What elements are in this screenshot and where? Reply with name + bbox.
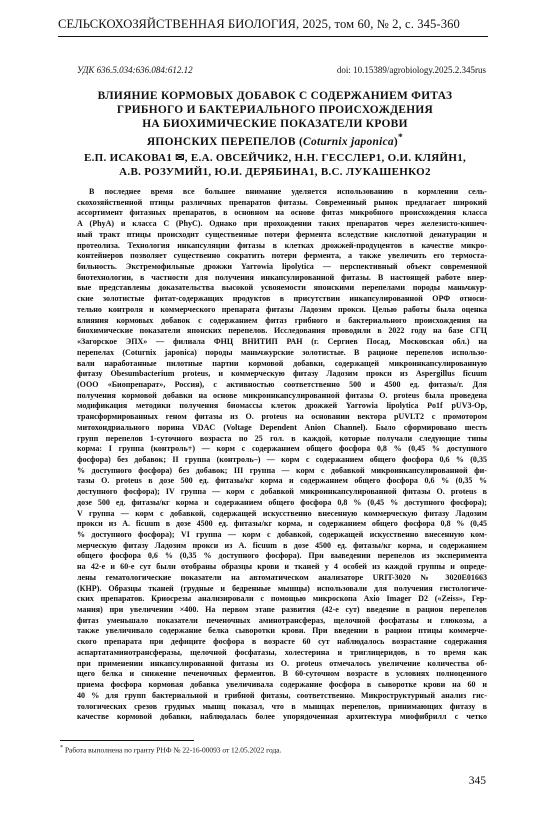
footnote-rule <box>60 740 194 741</box>
abstract-line: корма: I группа (контроль+) — корм с содержанием общего фосфора 0,8 % (0,45 % доступного <box>77 444 487 454</box>
abstract-line: биохимические показатели японских перепелов. Исследования проводили в 2022 году на базе СГЦ <box>77 326 487 336</box>
abstract-line: при применении инкапсулированной фитазы из O. proteus отмечалось увеличение количества об- <box>77 658 487 668</box>
abstract-line: скохозяйственной птицы различных препаратов фитазы. Современный рынок предлагает широкий <box>77 197 487 207</box>
abstract-line: прокси из A. ficuum в дозе 4500 ед. фитазы/кг корма, и содержанием общего фосфора 0,8 % (0,45 <box>77 519 487 529</box>
abstract-line: модификация методики получения биомассы клеток дрожжей Yarrowia lipolytica Po1f pUV3-Op, <box>77 401 487 411</box>
footnote-marker: * <box>60 745 64 751</box>
abstract-line: вали наработанные пилотные партии кормовой добавки, содержащей микроинкапсулированную <box>77 358 487 368</box>
abstract-line: А (PhyA) и класса С (PhyC). Однако при прохождении таких препаратов через железисто-кишеч- <box>77 219 487 229</box>
abstract-line: лены гематологические показатели на автоматическом анализаторе URIT-3020 № 3020Е01663 <box>77 572 487 582</box>
abstract-line: контейнеров позволяет существенно сократить потери фермента, а также увеличить его термоста- <box>77 251 487 261</box>
abstract-line: тазы O. proteus в дозе 500 ед. фитазы/кг корма и содержанием общего фосфора 0,6 % (0,35 % <box>77 476 487 486</box>
abstract-line: «Загорское ЭПХ» — филиала ФНЦ ВНИТИП РАН (г. Сергиев Посад, Московская обл.) на <box>77 337 487 347</box>
header-rule <box>58 36 488 37</box>
abstract-line: биотехнологии, в частности для получения инкапсулированной фитазы. В настоящей работе впер- <box>77 272 487 282</box>
abstract-line: приема фосфора кормовая добавка увеличивала содержание фосфора в сыворотке крови на 60 и <box>77 680 487 690</box>
abstract-line: щего белка и снижение печеночных ферментов. В 60-суточном возрасте в условиях полноценного <box>77 669 487 679</box>
page-number: 345 <box>468 775 486 787</box>
abstract-line: качестве кормовой добавки, наблюдалась более упорядоченная архитектура миофибрилл с четко <box>77 712 487 722</box>
title-species: Coturnix japonica <box>303 135 394 148</box>
abstract-line: ские золотистые фитат-содержащих продуктов в присутствии инкапсулированной ОРФ относи- <box>77 294 487 304</box>
abstract-line: 40 % для групп бактериальной и грибной фитазы, соответственно. Микроструктурный анализ гис- <box>77 690 487 700</box>
title-line: ВЛИЯНИЕ КОРМОВЫХ ДОБАВОК С СОДЕРЖАНИЕМ ФИТАЗ <box>97 90 453 102</box>
abstract-line: перепелах (Coturnix japonica) породы маньчжурские золотистые. В рационе перепелов использо- <box>77 347 487 357</box>
authors-line: Е.П. ИСАКОВА1 ✉, Е.А. ОВСЕЙЧИК2, Н.Н. ГЕССЛЕР1, О.И. КЛЯЙН1, <box>83 152 467 164</box>
abstract-line: общего фосфора 0,6 % (0,35 % доступного фосфора). При выведении перепелов из эксперимента <box>77 551 487 561</box>
abstract-line: групп перепелов 1-суточного возраста по 25 гол. в каждой, которые получали следующие типы <box>77 433 487 443</box>
title-text: ) <box>393 135 399 148</box>
abstract-line: (КНР). Образцы тканей (грудные и бедренные мышцы) использовали для получения гистологиче- <box>77 583 487 593</box>
abstract-line: бильность. Экстремофильные дрожжи Yarrowia lipolytica — перспективный объект современной <box>77 262 487 272</box>
authors-line: А.В. РОЗУМИЙ1, Ю.И. ДЕРЯБИНА1, В.С. ЛУКАШЕНКО2 <box>119 166 431 178</box>
abstract-line: митохондриального порина VDAC (Voltage Dependent Anion Channel). Было сформировано шесть <box>77 422 487 432</box>
abstract-line: (ООО «Биопрепарат», Россия), с активностью соответственно 500 и 4500 ед. фитазы/г. Для <box>77 379 487 389</box>
abstract-line: мания) при увеличении ×400. На первом этапе развития (42-е сут) введение в рацион перепелов <box>77 605 487 615</box>
abstract-line: ских препаратов. Криосрезы анализировали с помощью микроскопа Axio Imager D2 («Zeiss», Гер- <box>77 594 487 604</box>
abstract-line: фосфора) без добавок; II группа (контроль–) — корм с содержанием общего фосфора 0,6 % (0,35 <box>77 454 487 464</box>
running-head: СЕЛЬСКОХОЗЯЙСТВЕННАЯ БИОЛОГИЯ, 2025, том 60, № 2, с. 345-360 <box>58 17 460 31</box>
abstract-line: дозе 500 ед. фитазы/кг корма и содержанием общего фосфора 0,8 % (0,45 % доступного фосфора); <box>77 497 487 507</box>
abstract-line: В последнее время все большее внимание уделяется использованию в кормлении сель- <box>89 187 487 196</box>
abstract-line: тологических срезов грудных мышц показал, что в мышцах перепелов, принимающих фитазу в <box>77 701 487 711</box>
abstract-line: на 42-е и 60-е сут были отобраны образцы крови и тканей у 4 особей из каждой группы и опреде- <box>77 562 487 572</box>
title-line <box>60 131 490 149</box>
abstract-line: влияния кормовых добавок с содержанием фитаз грибного и бактериального происхождения на <box>77 315 487 325</box>
abstract-line: ассортимент фитазных препаратов, в основном на основе фитаз микробного происхождения класса <box>77 208 487 218</box>
author-list <box>60 151 490 179</box>
abstract-line: протеолиза. Технология инкапсуляции фитазы в клетках дрожжей-продуцентов в качестве микро- <box>77 240 487 250</box>
abstract-line: фитаз уменьшало показатели печеночных аминотрансфераз, щелочной фосфатазы и глюкозы, а <box>77 615 487 625</box>
doi-link[interactable]: doi: 10.15389/agrobiology.2025.2.345rus <box>336 65 486 75</box>
title-line: ГРИБНОГО И БАКТЕРИАЛЬНОГО ПРОИСХОЖДЕНИЯ <box>116 104 434 116</box>
abstract-line: ского препарата при дефиците фосфора в возрасте 60 сут наблюдалось возрастание содержания <box>77 637 487 647</box>
abstract-line: ный тракт птицы происходит существенные потери фермента вследствие кислотной денатурации и <box>77 229 487 239</box>
abstract-line: также увеличивало содержание белка сыворотки крови. При введении в рацион птицы коммерче- <box>77 626 487 636</box>
article-title <box>60 89 490 149</box>
title-line: НА БИОХИМИЧЕСКИЕ ПОКАЗАТЕЛИ КРОВИ <box>142 118 408 130</box>
abstract-line: доступного фосфора); IV группа — корм с добавкой микроинкапсулированной фитазы O. proteus в <box>77 487 487 497</box>
abstract-line: аспартатаминотрансферазы, щелочной фосфатазы, холестерина и триглицеридов, в то время как <box>77 647 487 657</box>
footnote-text: Работа выполнена по гранту РНФ № 22-16-00093 от 12.05.2022 года. <box>64 745 282 755</box>
abstract <box>77 187 487 723</box>
udk-code: УДК 636.5.034:636.084:612.12 <box>77 65 193 75</box>
abstract-line: % доступного фосфора) без добавок; III группа — корм с добавкой микроинкапсулированной фи- <box>77 465 487 475</box>
footnote <box>60 745 281 754</box>
title-text: ЯПОНСКИХ ПЕРЕПЕЛОВ ( <box>146 135 304 148</box>
abstract-line: мерческую фитазу Ладозим прокси из A. ficuum в дозе 4500 ед. фитазы/кг корма, и содержанием <box>77 540 487 550</box>
abstract-line: V группа — корм с добавкой, содержащей искусственно внесенную коммерческую фитазу Ладозим <box>77 508 487 518</box>
footnote-marker[interactable]: * <box>398 133 404 143</box>
abstract-line: % доступного фосфора); VI группа — корм с добавкой, содержащей искусственно внесенную ком- <box>77 530 487 539</box>
abstract-line: получения кормовой добавки на основе микроинкапсулированной фитазы O. proteus была проведена <box>77 390 487 400</box>
abstract-line: фитазу Obesumbacterium proteus, и коммерческую фитазу Ладозим прокси из Aspergillus ficuum <box>77 369 487 379</box>
abstract-line: трансформированных геном фитазы из O. proteus на основании вектора pUVLT2 с промотором <box>77 412 487 422</box>
abstract-line: вые представлены доказательства высокой усвояемости японскими перепелами породы маньчжур- <box>77 283 487 293</box>
abstract-line: тельно контроля и коммерческого препарата фитазы Ладозим прокси. Целью работы была оценка <box>77 304 487 314</box>
